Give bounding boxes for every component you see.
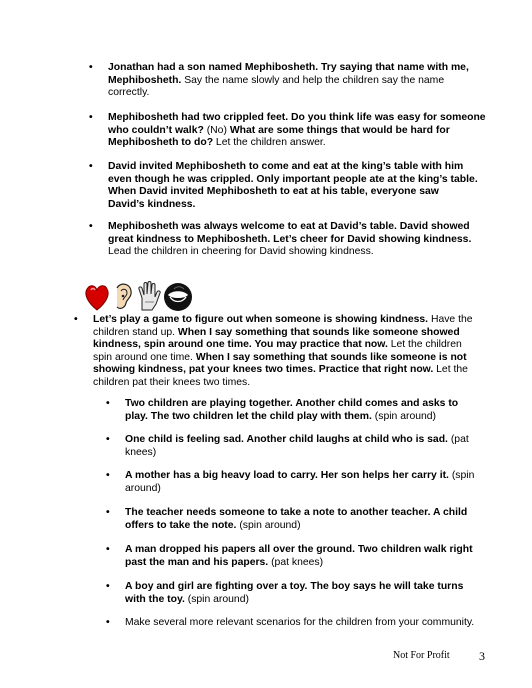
- bullet-paragraph: [89, 161, 478, 211]
- bullet-dot: •: [89, 62, 93, 73]
- instruction-text: Let the children answer.: [213, 137, 326, 149]
- instruction-text: Let the children spin around one time.: [93, 339, 462, 363]
- instruction-text: (pat knees): [125, 434, 469, 458]
- instruction-text: (No): [203, 124, 230, 136]
- scenario-item: [106, 470, 487, 495]
- hand-icon: [139, 282, 160, 311]
- scenario-item: [106, 434, 487, 459]
- bold-text: A boy and girl are fighting over a toy. The boy says he will take turns with the toy.: [125, 581, 464, 605]
- instruction-text: (spin around): [125, 470, 475, 494]
- bullet-dot: •: [106, 617, 110, 628]
- instruction-text: Have the children stand up.: [93, 314, 473, 338]
- bold-text: When I say something that sounds like someone is not showing kindness, pat your knees two times. Practice that right now.: [93, 351, 467, 376]
- game-instructions: [74, 314, 477, 390]
- bold-text: A mother has a big heavy load to carry. Her son helps her carry it.: [125, 470, 449, 481]
- bullet-dot: •: [89, 221, 93, 232]
- bold-text: One child is feeling sad. Another child laughs at child who is sad.: [125, 434, 448, 445]
- ear-icon: [117, 284, 131, 308]
- bold-text: David invited Mephibosheth to come and eat at the king’s table with him even though he was crippled. Only important people ate at the king’s table. When David invited Mephibosheth to eat at his table, everyone saw David’s kindness.: [108, 161, 478, 210]
- bold-text: A man dropped his papers all over the ground. Two children walk right past the man and his papers.: [125, 544, 473, 568]
- footer-text: Not For Profit: [393, 650, 450, 661]
- bullet-dot: •: [74, 314, 78, 325]
- bullet-dot: •: [106, 434, 110, 445]
- heart-icon: [86, 286, 108, 310]
- instruction-text: Make several more relevant scenarios for the children from your community.: [125, 617, 475, 628]
- mouth-icon: [164, 283, 192, 311]
- bullet-paragraph: [89, 221, 480, 259]
- bold-text: Two children are playing together. Another child comes and asks to play. The two children let the child play with them.: [125, 398, 459, 422]
- bold-text: When I say something that sounds like someone showed kindness, spin around one time. You may practice that now.: [93, 326, 460, 351]
- scenario-item: [106, 398, 481, 423]
- bullet-dot: •: [89, 161, 93, 172]
- bullet-dot: •: [106, 581, 110, 592]
- scenario-item: [106, 507, 481, 532]
- scenario-item: [106, 544, 481, 569]
- bullet-paragraph: [89, 112, 486, 150]
- instruction-text: Let the children pat their knees two times.: [93, 364, 468, 388]
- bullet-dot: •: [106, 470, 110, 481]
- senses-icon-row: [84, 280, 214, 314]
- instruction-text: (spin around): [184, 593, 249, 605]
- instruction-text: Lead the children in cheering for David showing kindness.: [108, 246, 374, 258]
- page-number: 3: [479, 649, 485, 663]
- bold-text: The teacher needs someone to take a note to another teacher. A child offers to take the note.: [125, 507, 468, 531]
- bold-text: What are some things that would be hard for Mephibosheth to do?: [108, 124, 450, 149]
- bullet-dot: •: [89, 112, 93, 123]
- instruction-text: (spin around): [236, 519, 301, 531]
- bold-text: Mephibosheth was always welcome to eat at David’s table. David showed great kindness to Mephibosheth. Let’s cheer for David showing kindness.: [108, 221, 472, 245]
- scenario-item: [106, 617, 487, 630]
- scenario-item: [106, 581, 481, 606]
- instruction-text: Say the name slowly and help the children say the name correctly.: [108, 74, 445, 99]
- instruction-text: (pat knees): [268, 556, 324, 568]
- bullet-dot: •: [106, 507, 110, 518]
- bullet-dot: •: [106, 544, 110, 555]
- bullet-dot: •: [106, 398, 110, 409]
- bold-text: Jonathan had a son named Mephibosheth. Try saying that name with me, Mephibosheth.: [108, 62, 469, 86]
- bold-text: Mephibosheth had two crippled feet. Do you think life was easy for someone who couldn’t walk?: [108, 112, 486, 136]
- bold-text: Let’s play a game to figure out when someone is showing kindness.: [93, 314, 429, 325]
- instruction-text: (spin around): [371, 410, 437, 422]
- bullet-paragraph: [89, 62, 478, 100]
